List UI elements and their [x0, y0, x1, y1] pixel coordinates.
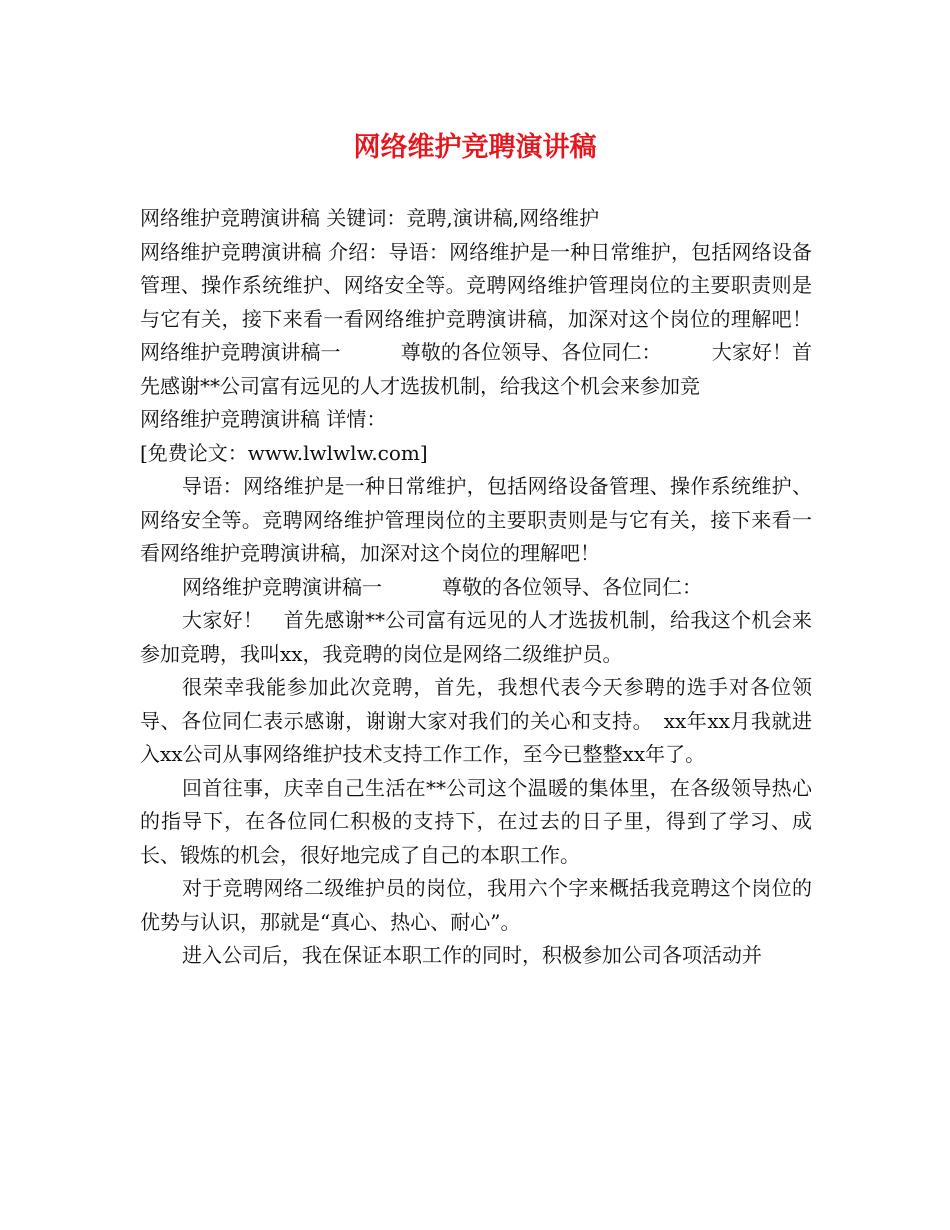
intro-paragraph: 网络维护竞聘演讲稿 介绍：导语：网络维护是一种日常维护，包括网络设备管理、操作系统维护、网络安全等。竞聘网络维护管理岗位的主要职责则是与它有关，接下来看一看网络维护竞聘演讲稿，加深对这个岗位的理解吧！ 网络维护竞聘演讲稿一 尊敬的各位领导、各位同仁： 大家好！首先感谢**公司富有远见的人才选拔机制，给我这个机会来参加竞 [140, 239, 872, 398]
body-paragraph: 网络维护竞聘演讲稿一 尊敬的各位领导、各位同仁： [182, 574, 702, 599]
keywords-line: 网络维护竞聘演讲稿 关键词：竞聘,演讲稿,网络维护 [140, 206, 600, 230]
body-paragraph: 进入公司后，我在保证本职工作的同时，积极参加公司各项活动并 [182, 943, 762, 967]
body-paragraph: 对于竞聘网络二级维护员的岗位，我用六个字来概括我竞聘这个岗位的优势与认识，那就是“真心、热心、耐心”。 [140, 876, 812, 934]
document-body [140, 202, 872, 973]
body-paragraph: 导语：网络维护是一种日常维护，包括网络设备管理、操作系统维护、网络安全等。竞聘网络维护管理岗位的主要职责则是与它有关，接下来看一看网络维护竞聘演讲稿，加深对这个岗位的理解吧！ [140, 474, 812, 565]
source-link: [免费论文：www.lwlwlw.com] [140, 440, 428, 465]
body-paragraph: 很荣幸我能参加此次竞聘，首先，我想代表今天参聘的选手对各位领导、各位同仁表示感谢，谢谢大家对我们的关心和支持。 xx年xx月我就进入xx公司从事网络维护技术支持工作工作，至今已整整xx年了。 [140, 675, 812, 766]
body-paragraph: 回首往事，庆幸自己生活在**公司这个温暖的集体里，在各级领导热心的指导下，在各位同仁积极的支持下，在过去的日子里，得到了学习、成长、锻炼的机会，很好地完成了自己的本职工作。 [140, 775, 812, 867]
page-title: 网络维护竞聘演讲稿 [353, 132, 597, 163]
details-line: 网络维护竞聘演讲稿 详情： [140, 407, 387, 431]
body-paragraph: 大家好！ 首先感谢**公司富有远见的人才选拔机制，给我这个机会来参加竞聘，我叫xx，我竞聘的岗位是网络二级维护员。 [140, 608, 812, 666]
